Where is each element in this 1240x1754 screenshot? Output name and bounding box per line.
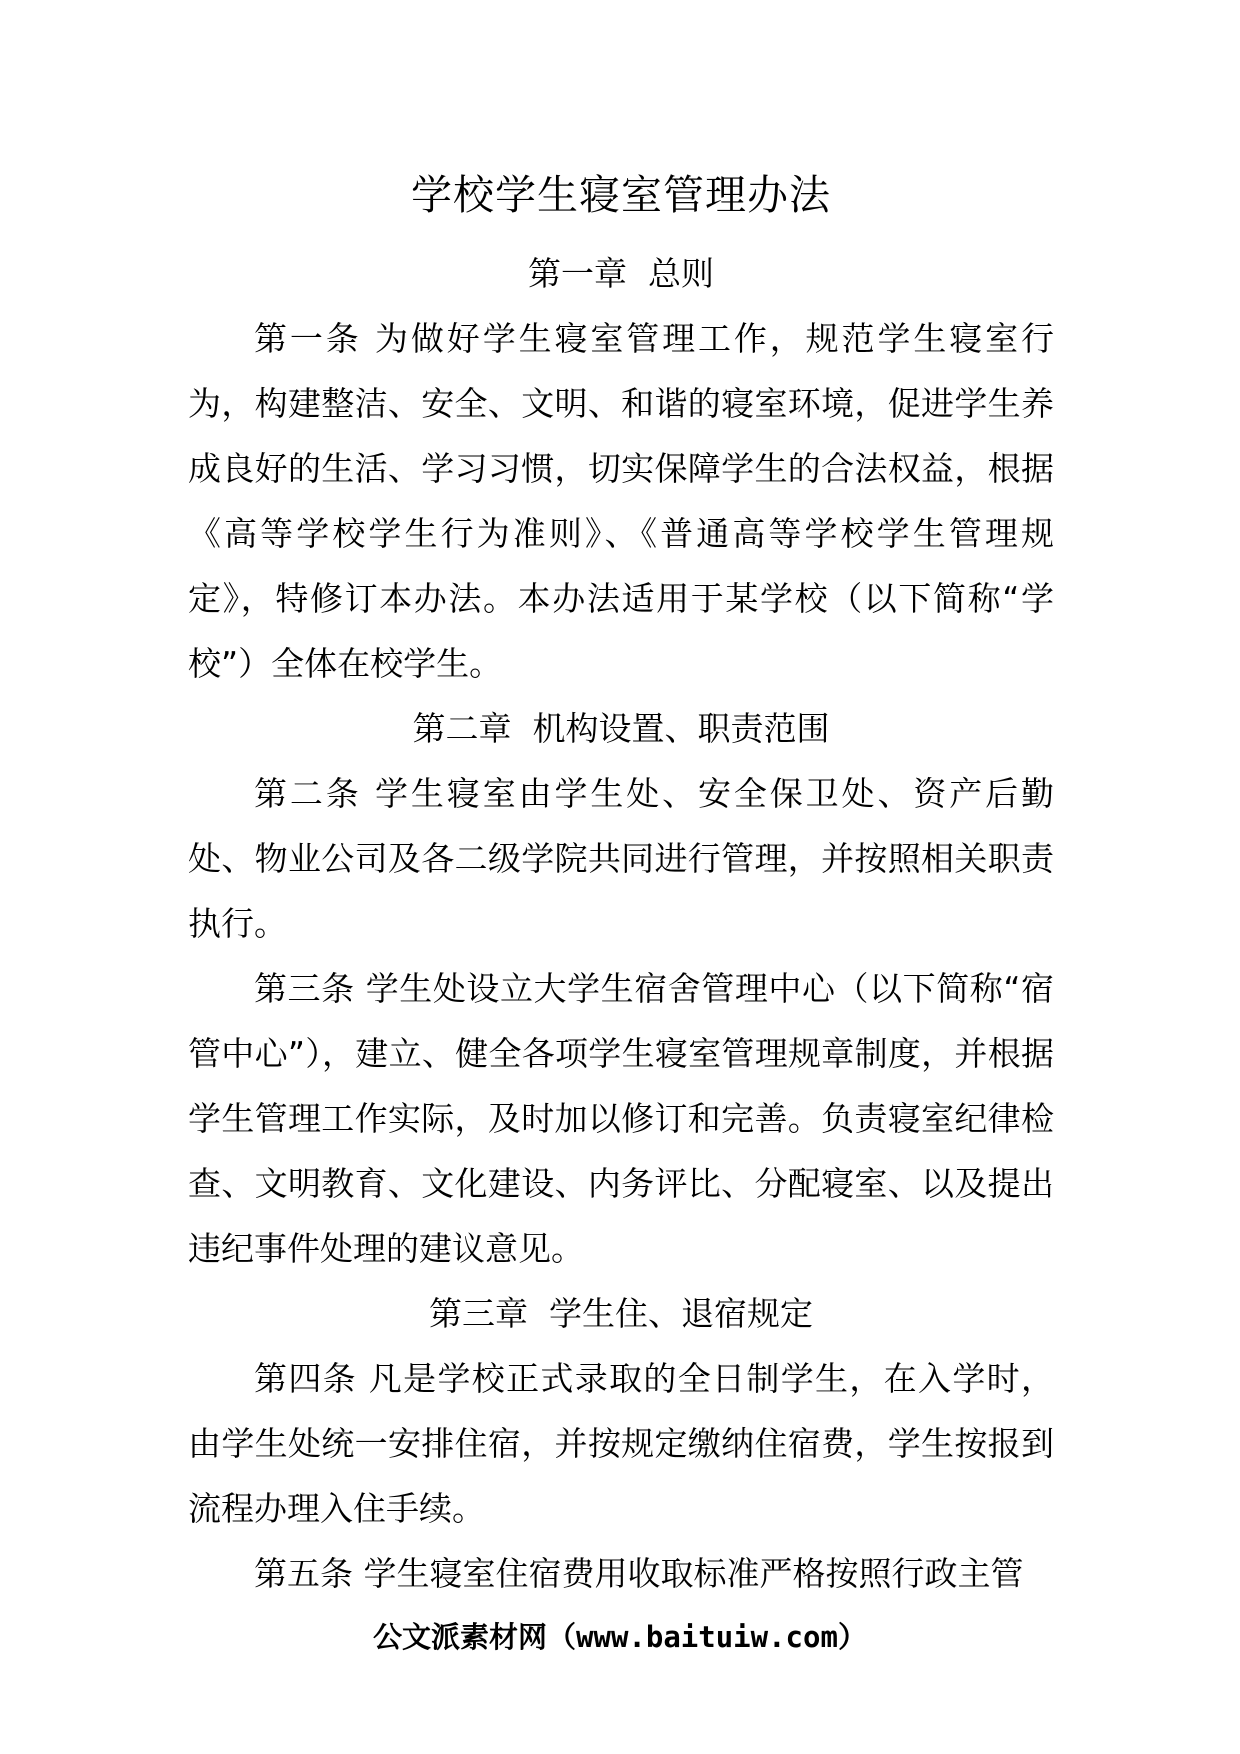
article-1: 第一条 为做好学生寝室管理工作，规范学生寝室行为，构建整洁、安全、文明、和谐的寝室环境，促进学生养成良好的生活、学习习惯，切实保障学生的合法权益，根据《高等学校学生行为准则》、《普通高等学校学生管理规定》，特修订本办法。本办法适用于某学校（以下简称“学校”）全体在校学生。 xyxy=(188,319,1054,683)
footer-url: （www.baituiw.com） xyxy=(547,1620,867,1654)
article-2: 第二条 学生寝室由学生处、安全保卫处、资产后勤处、物业公司及各二级学院共同进行管理，并按照相关职责执行。 xyxy=(188,774,1054,943)
chapter-3-heading: 第三章 学生住、退宿规定 xyxy=(429,1294,813,1333)
document-page xyxy=(188,160,1054,1606)
footer-site-name: 公文派素材网 xyxy=(373,1620,548,1654)
chapter-2-heading: 第二章 机构设置、职责范围 xyxy=(412,709,830,748)
document-title: 学校学生寝室管理办法 xyxy=(411,171,831,219)
page-footer xyxy=(0,1617,1240,1657)
article-5: 第五条 学生寝室住宿费用收取标准严格按照行政主管 xyxy=(254,1554,1024,1593)
article-3: 第三条 学生处设立大学生宿舍管理中心（以下简称“宿管中心”），建立、健全各项学生寝室管理规章制度，并根据学生管理工作实际，及时加以修订和完善。负责寝室纪律检查、文明教育、文化建设、内务评比、分配寝室、以及提出违纪事件处理的建议意见。 xyxy=(188,969,1054,1268)
article-4: 第四条 凡是学校正式录取的全日制学生，在入学时，由学生处统一安排住宿，并按规定缴纳住宿费，学生按报到流程办理入住手续。 xyxy=(188,1359,1054,1528)
chapter-1-heading: 第一章 总则 xyxy=(528,254,714,293)
